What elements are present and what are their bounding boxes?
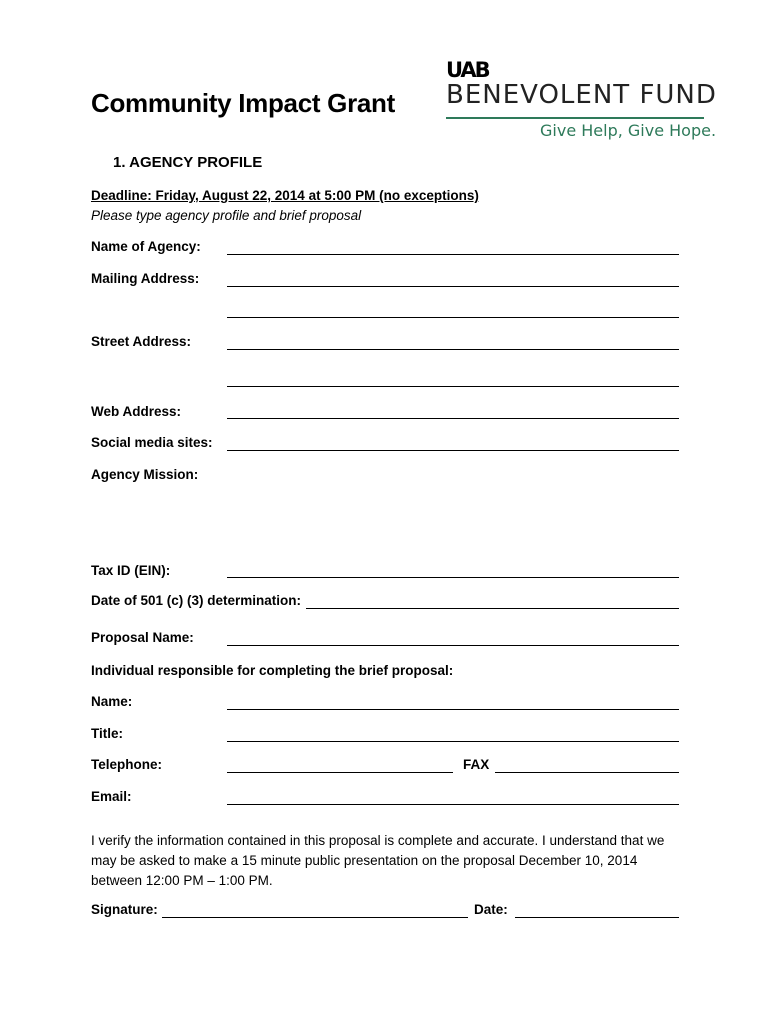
verification-statement: I verify the information contained in this proposal is complete and accurate. I understand that we may be asked to make a 15 minute public presentation on the proposal December 10, 2014 between 12:00 PM – 1:00 PM. — [91, 833, 665, 888]
social-media-field[interactable] — [227, 450, 679, 451]
street-address-label: Street Address: — [91, 334, 192, 349]
fax-field[interactable] — [495, 772, 679, 773]
mailing-address-label: Mailing Address: — [91, 271, 200, 286]
agency-mission-field[interactable] — [227, 482, 679, 552]
mailing-address-field-1[interactable] — [227, 286, 679, 287]
determination-date-label: Date of 501 (c) (3) determination: — [91, 593, 302, 608]
mailing-address-field-2[interactable] — [227, 317, 679, 318]
street-address-field-1[interactable] — [227, 349, 679, 350]
email-label: Email: — [91, 789, 132, 804]
social-media-label: Social media sites: — [91, 435, 213, 450]
tax-id-label: Tax ID (EIN): — [91, 563, 171, 578]
agency-mission-label: Agency Mission: — [91, 467, 199, 482]
determination-date-field[interactable] — [306, 608, 679, 609]
proposal-name-label: Proposal Name: — [91, 630, 194, 645]
web-address-field[interactable] — [227, 418, 679, 419]
date-field[interactable] — [515, 917, 679, 918]
contact-title-label: Title: — [91, 726, 124, 741]
tax-id-field[interactable] — [227, 577, 679, 578]
instruction-text: Please type agency profile and brief proposal — [91, 208, 362, 223]
signature-label: Signature: — [91, 902, 158, 917]
contact-name-field[interactable] — [227, 709, 679, 710]
proposal-name-field[interactable] — [227, 645, 679, 646]
logo-divider — [446, 117, 704, 119]
signature-field[interactable] — [162, 917, 468, 918]
logo-tagline: Give Help, Give Hope. — [540, 121, 717, 140]
responsible-heading: Individual responsible for completing the brief proposal: — [91, 663, 454, 678]
date-label: Date: — [474, 902, 508, 917]
web-address-label: Web Address: — [91, 404, 182, 419]
logo-name: BENEVOLENT FUND — [446, 80, 717, 110]
telephone-field[interactable] — [227, 772, 453, 773]
section-heading: 1. AGENCY PROFILE — [113, 154, 263, 171]
email-field[interactable] — [227, 804, 679, 805]
fax-label: FAX — [463, 757, 490, 772]
agency-name-field[interactable] — [227, 254, 679, 255]
street-address-field-2[interactable] — [227, 386, 679, 387]
agency-name-label: Name of Agency: — [91, 239, 201, 254]
contact-title-field[interactable] — [227, 741, 679, 742]
contact-name-label: Name: — [91, 694, 133, 709]
deadline-text: Deadline: Friday, August 22, 2014 at 5:00 PM (no exceptions) — [91, 188, 479, 203]
page-title: Community Impact Grant — [91, 88, 395, 118]
telephone-label: Telephone: — [91, 757, 163, 772]
uab-logo-mark: UAB — [446, 58, 489, 82]
